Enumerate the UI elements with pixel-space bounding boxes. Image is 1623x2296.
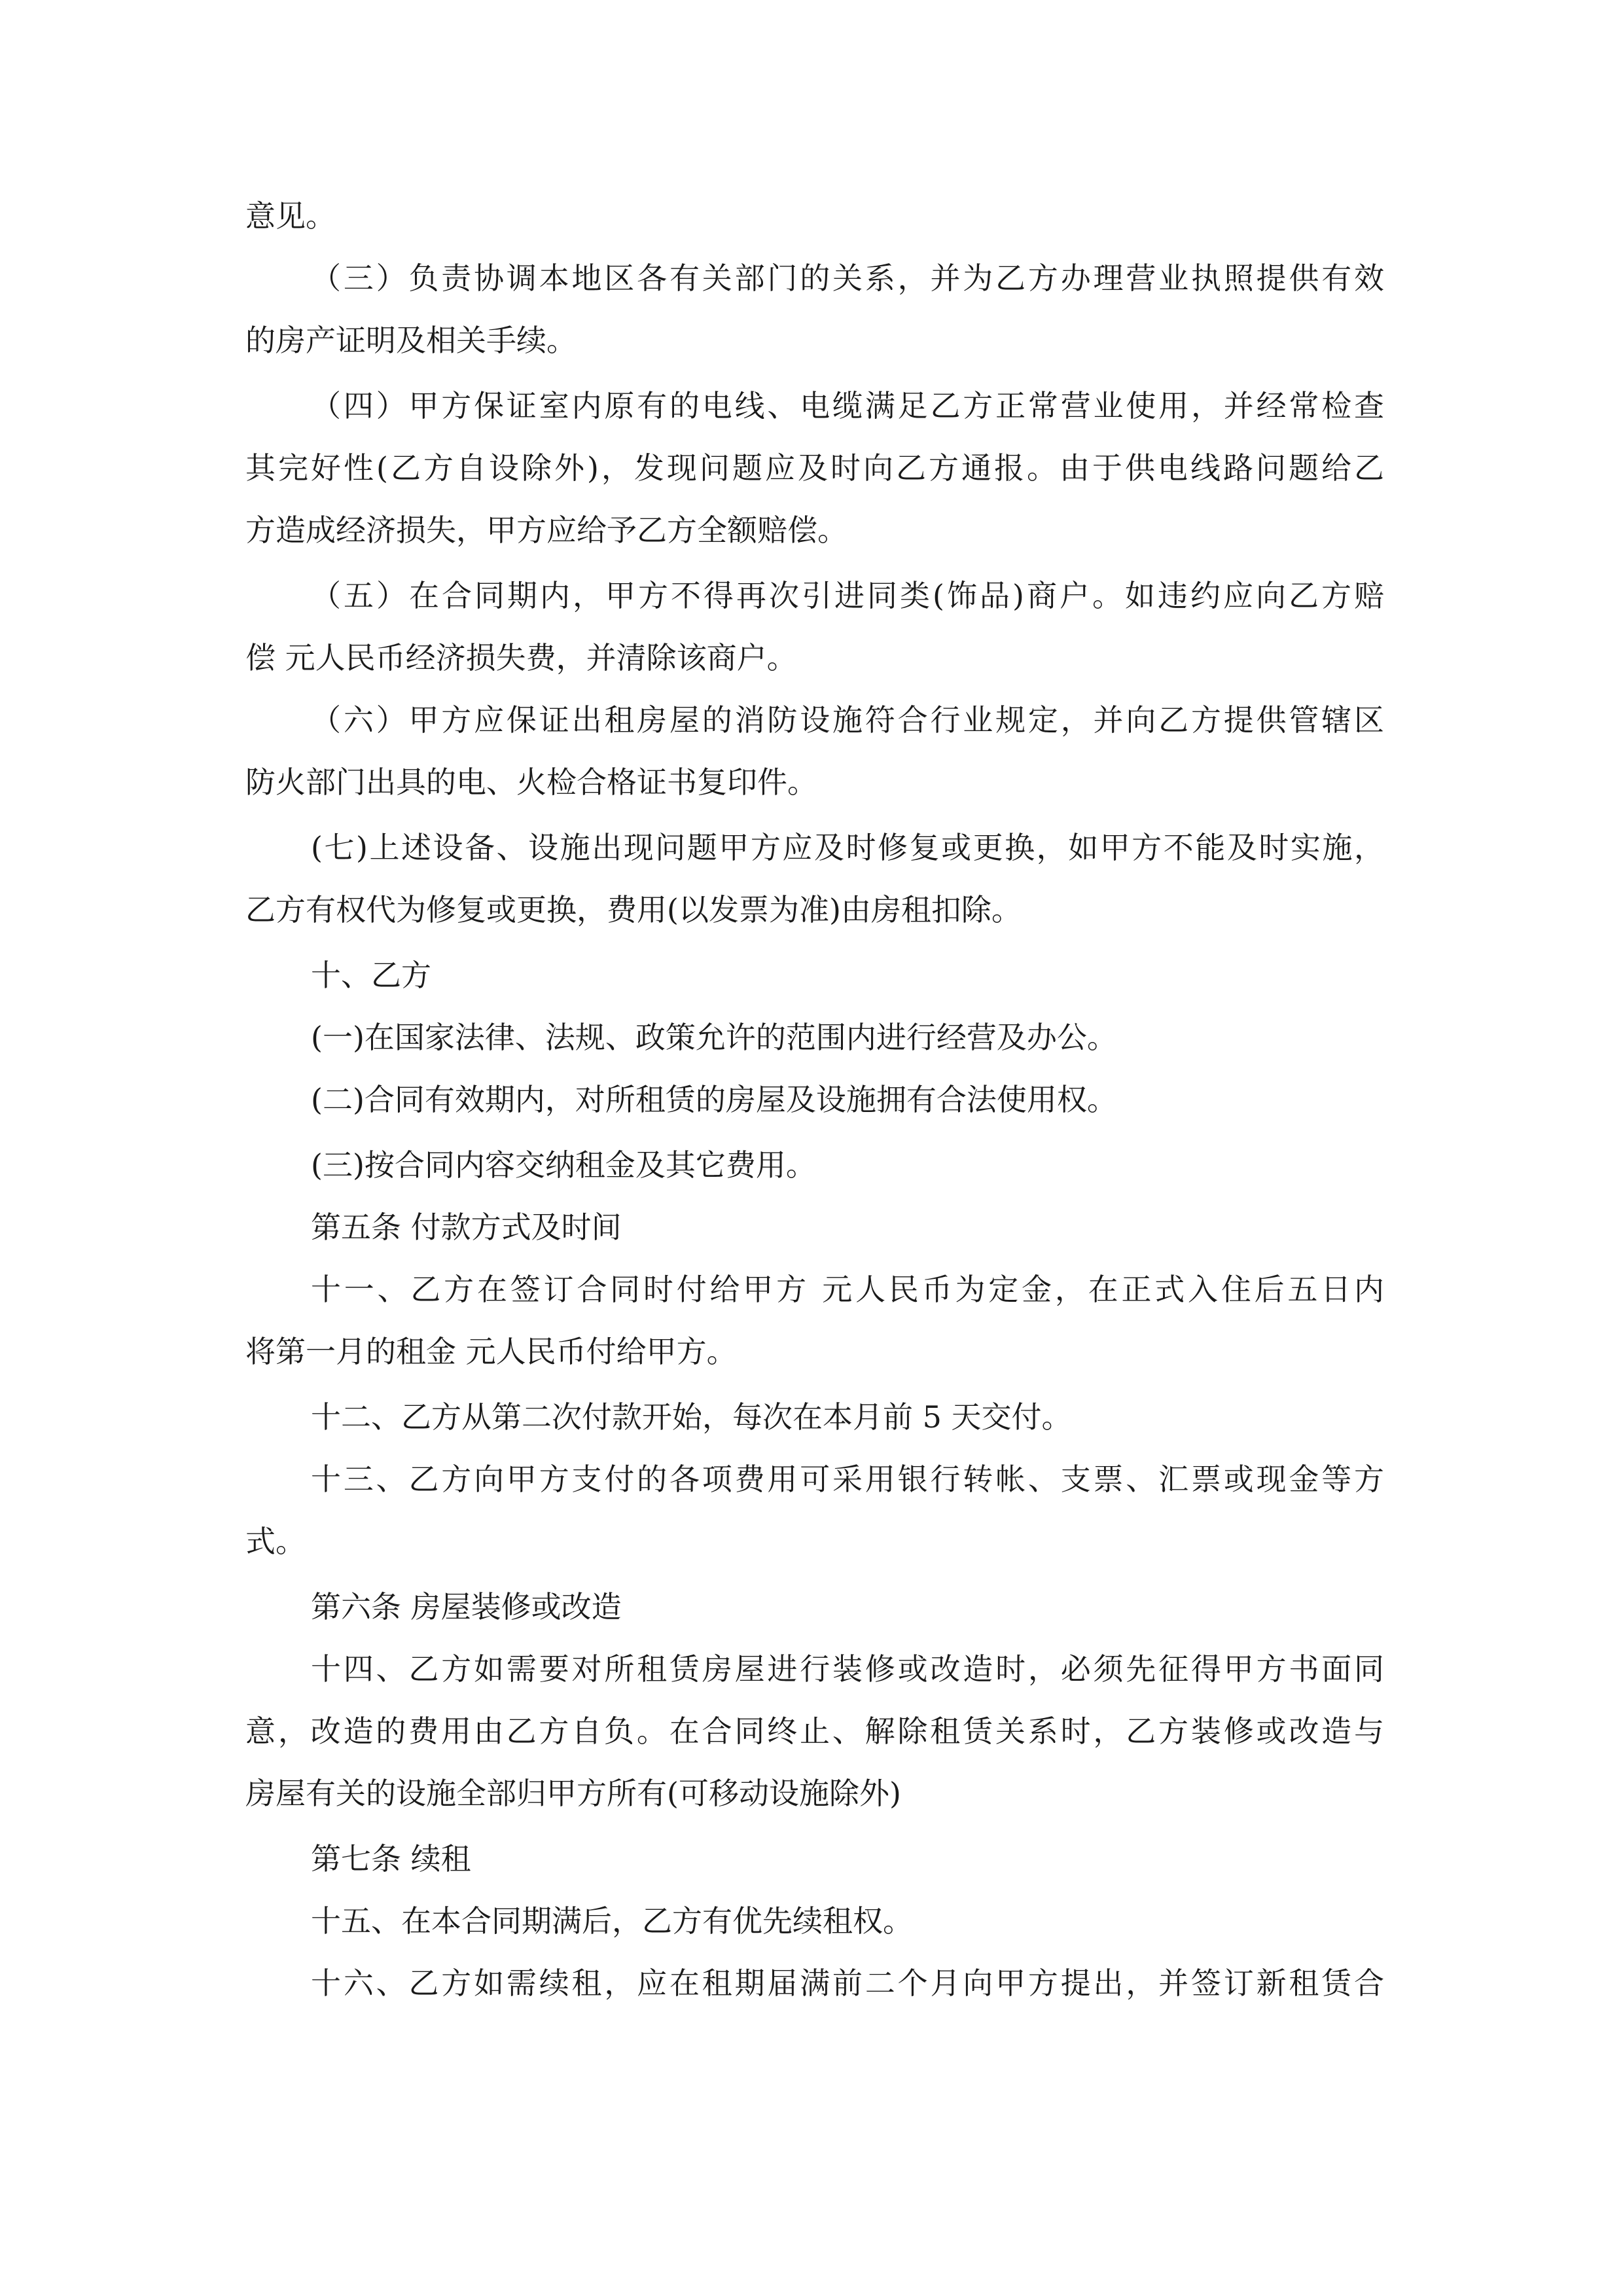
text-line-22: 式。 bbox=[245, 1524, 306, 1559]
article-heading-5: 第五条 付款方式及时间 bbox=[311, 1210, 622, 1245]
article-heading-6: 第六条 房屋装修或改造 bbox=[311, 1589, 622, 1624]
text-line-19: 将第一月的租金 元人民币付给甲方。 bbox=[245, 1334, 737, 1369]
text-line-1: 意见。 bbox=[245, 198, 336, 234]
text-line-11: (七)上述设备、设施出现问题甲方应及时修复或更换，如甲方不能及时实施， bbox=[311, 830, 1384, 865]
text-line-8: 偿 元人民币经济损失费，并清除该商户。 bbox=[245, 640, 797, 675]
text-line-28: 十五、在本合同期满后，乙方有优先续租权。 bbox=[311, 1903, 913, 1939]
text-line-3: 的房产证明及相关手续。 bbox=[245, 323, 577, 358]
text-line-2: （三）负责协调本地区各有关部门的关系，并为乙方办理营业执照提供有效 bbox=[311, 260, 1384, 296]
section-heading-party-b: 十、乙方 bbox=[311, 958, 431, 993]
text-line-21: 十三、乙方向甲方支付的各项费用可采用银行转帐、支票、汇票或现金等方 bbox=[311, 1462, 1384, 1497]
text-line-20: 十二、乙方从第二次付款开始，每次在本月前 5 天交付。 bbox=[311, 1399, 1072, 1435]
text-line-26: 房屋有关的设施全部归甲方所有(可移动设施除外) bbox=[245, 1776, 901, 1811]
text-line-18: 十一、乙方在签订合同时付给甲方 元人民币为定金，在正式入住后五日内 bbox=[311, 1272, 1384, 1307]
text-line-10: 防火部门出具的电、火检合格证书复印件。 bbox=[245, 764, 817, 800]
text-line-9: （六）甲方应保证出租房屋的消防设施符合行业规定，并向乙方提供管辖区 bbox=[311, 702, 1384, 738]
text-line-14: (一)在国家法律、法规、政策允许的范围内进行经营及办公。 bbox=[311, 1020, 1117, 1055]
text-line-25: 意，改造的费用由乙方自负。在合同终止、解除租赁关系时，乙方装修或改造与 bbox=[245, 1713, 1384, 1749]
text-line-12: 乙方有权代为修复或更换，费用(以发票为准)由房租扣除。 bbox=[245, 892, 1022, 927]
text-line-6: 方造成经济损失，甲方应给予乙方全额赔偿。 bbox=[245, 512, 847, 548]
article-heading-7: 第七条 续租 bbox=[311, 1841, 471, 1876]
text-line-5: 其完好性(乙方自设除外)，发现问题应及时向乙方通报。由于供电线路问题给乙 bbox=[245, 450, 1384, 486]
text-line-7: （五）在合同期内，甲方不得再次引进同类(饰品)商户。如违约应向乙方赔 bbox=[311, 578, 1384, 613]
text-line-4: （四）甲方保证室内原有的电线、电缆满足乙方正常营业使用，并经常检查 bbox=[311, 388, 1384, 423]
text-line-24: 十四、乙方如需要对所租赁房屋进行装修或改造时，必须先征得甲方书面同 bbox=[311, 1651, 1384, 1687]
text-line-29: 十六、乙方如需续租，应在租期届满前二个月向甲方提出，并签订新租赁合 bbox=[311, 1965, 1384, 2001]
text-line-15: (二)合同有效期内，对所租赁的房屋及设施拥有合法使用权。 bbox=[311, 1082, 1117, 1117]
text-line-16: (三)按合同内容交纳租金及其它费用。 bbox=[311, 1147, 816, 1183]
